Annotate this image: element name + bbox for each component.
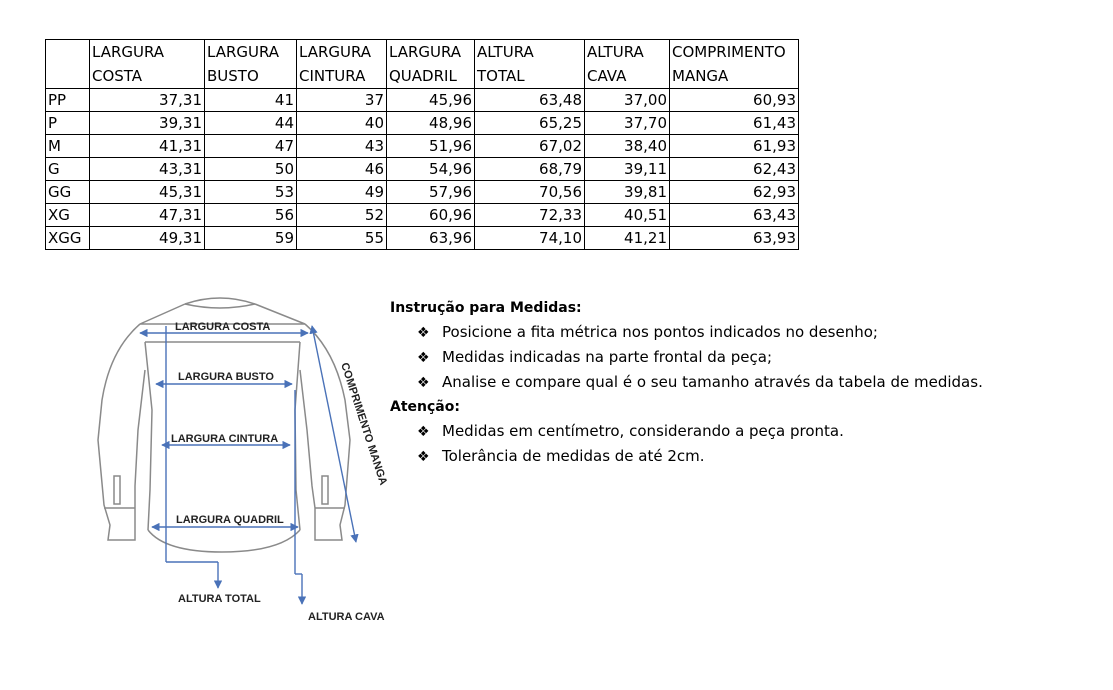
- label-largura-costa: LARGURA COSTA: [175, 321, 271, 333]
- measurement-cell: 61,43: [670, 112, 799, 135]
- column-header-text: COSTA: [92, 67, 143, 85]
- measurement-cell: 53: [205, 181, 297, 204]
- measurement-cell: 38,40: [585, 135, 670, 158]
- column-header-text: LARGURA: [389, 43, 462, 61]
- size-cell: GG: [46, 181, 90, 204]
- column-header-text: MANGA: [672, 67, 729, 85]
- measurement-cell: 54,96: [387, 158, 475, 181]
- instruction-text: Tolerância de medidas de até 2cm.: [442, 447, 705, 465]
- column-header-text: LARGURA: [92, 43, 165, 61]
- instruction-text: Analise e compare qual é o seu tamanho através da tabela de medidas.: [442, 373, 983, 391]
- table-row: [46, 112, 799, 135]
- measurement-cell: 49: [297, 181, 387, 204]
- measurement-cell: 62,93: [670, 181, 799, 204]
- column-header: [90, 40, 205, 89]
- measurement-cell: 37,31: [90, 89, 205, 112]
- measurement-cell: 40: [297, 112, 387, 135]
- size-cell: PP: [46, 89, 90, 112]
- measurement-cell: 41,31: [90, 135, 205, 158]
- table-row: [46, 89, 799, 112]
- table-body: [46, 89, 799, 250]
- measurement-cell: 50: [205, 158, 297, 181]
- measurement-cell: 67,02: [475, 135, 585, 158]
- measurement-cell: 45,31: [90, 181, 205, 204]
- column-header: [387, 40, 475, 89]
- measurement-cell: 47,31: [90, 204, 205, 227]
- label-altura-total: ALTURA TOTAL: [178, 593, 261, 605]
- measurement-cell: 74,10: [475, 227, 585, 250]
- measurement-cell: 61,93: [670, 135, 799, 158]
- column-header: [585, 40, 670, 89]
- label-altura-cava: ALTURA CAVA: [308, 611, 385, 623]
- measurement-cell: 37,70: [585, 112, 670, 135]
- column-header-text: ALTURA: [477, 43, 534, 61]
- measurement-cell: 41: [205, 89, 297, 112]
- column-header-text: CINTURA: [299, 67, 366, 85]
- measurement-cell: 63,48: [475, 89, 585, 112]
- column-header-text: LARGURA: [299, 43, 372, 61]
- measurement-cell: 37: [297, 89, 387, 112]
- measurement-cell: 43: [297, 135, 387, 158]
- measurement-cell: 70,56: [475, 181, 585, 204]
- column-header-text: BUSTO: [207, 67, 259, 85]
- column-header: [475, 40, 585, 89]
- column-header-text: LARGURA: [207, 43, 280, 61]
- diamond-bullet-icon: ❖: [417, 449, 430, 465]
- measurement-cell: 52: [297, 204, 387, 227]
- measurement-cell: 68,79: [475, 158, 585, 181]
- attention-title: Atenção:: [390, 399, 460, 415]
- instruction-item: [417, 444, 983, 469]
- instruction-item: [417, 370, 983, 395]
- measurement-cell: 59: [205, 227, 297, 250]
- measurement-cell: 45,96: [387, 89, 475, 112]
- instruction-text: Posicione a fita métrica nos pontos indicados no desenho;: [442, 323, 878, 341]
- label-comprimento-manga: COMPRIMENTO MANGA: [338, 361, 390, 487]
- measurement-cell: 39,81: [585, 181, 670, 204]
- measurement-cell: 60,93: [670, 89, 799, 112]
- label-largura-quadril: LARGURA QUADRIL: [176, 514, 284, 526]
- size-table: [45, 39, 799, 250]
- measurement-cell: 63,43: [670, 204, 799, 227]
- measurement-arrows: [140, 326, 356, 604]
- instructions-title: Instrução para Medidas:: [390, 300, 582, 316]
- table-row: [46, 158, 799, 181]
- diamond-bullet-icon: ❖: [417, 350, 430, 366]
- measurement-cell: 51,96: [387, 135, 475, 158]
- measurement-cell: 72,33: [475, 204, 585, 227]
- diamond-bullet-icon: ❖: [417, 375, 430, 391]
- attention-list: [390, 419, 983, 469]
- column-header: [297, 40, 387, 89]
- measurement-cell: 43,31: [90, 158, 205, 181]
- size-cell: P: [46, 112, 90, 135]
- column-header-text: QUADRIL: [389, 67, 457, 85]
- measurement-cell: 63,93: [670, 227, 799, 250]
- measurement-cell: 37,00: [585, 89, 670, 112]
- measurement-cell: 40,51: [585, 204, 670, 227]
- table-row: [46, 204, 799, 227]
- instruction-text: Medidas em centímetro, considerando a peça pronta.: [442, 422, 844, 440]
- measurement-cell: 57,96: [387, 181, 475, 204]
- measurement-cell: 48,96: [387, 112, 475, 135]
- measurement-cell: 55: [297, 227, 387, 250]
- table-row: [46, 181, 799, 204]
- shirt-measurement-diagram: [90, 290, 390, 630]
- label-largura-busto: LARGURA BUSTO: [178, 371, 274, 383]
- measurement-cell: 62,43: [670, 158, 799, 181]
- column-header: [205, 40, 297, 89]
- measurement-cell: 41,21: [585, 227, 670, 250]
- column-header-text: ALTURA: [587, 43, 644, 61]
- instruction-item: [417, 320, 983, 345]
- diamond-bullet-icon: ❖: [417, 424, 430, 440]
- diamond-bullet-icon: ❖: [417, 325, 430, 341]
- instruction-item: [417, 345, 983, 370]
- table-row: [46, 135, 799, 158]
- column-header-text: [48, 64, 87, 88]
- measurement-cell: 65,25: [475, 112, 585, 135]
- table-row: [46, 227, 799, 250]
- table-header-row: [46, 40, 799, 89]
- size-cell: XG: [46, 204, 90, 227]
- measurement-cell: 49,31: [90, 227, 205, 250]
- instruction-text: Medidas indicadas na parte frontal da peça;: [442, 348, 773, 366]
- instructions-list: [390, 320, 983, 395]
- column-header-text: TOTAL: [477, 67, 525, 85]
- measurement-instructions: [390, 296, 983, 469]
- size-cell: G: [46, 158, 90, 181]
- measurement-cell: 46: [297, 158, 387, 181]
- column-header-text: [48, 40, 87, 64]
- measurement-cell: 56: [205, 204, 297, 227]
- measurement-cell: 60,96: [387, 204, 475, 227]
- column-header: [670, 40, 799, 89]
- measurement-cell: 44: [205, 112, 297, 135]
- column-header: [46, 40, 90, 89]
- size-cell: XGG: [46, 227, 90, 250]
- instruction-item: [417, 419, 983, 444]
- label-largura-cintura: LARGURA CINTURA: [171, 433, 279, 445]
- measurement-cell: 39,31: [90, 112, 205, 135]
- measurement-cell: 47: [205, 135, 297, 158]
- measurement-cell: 63,96: [387, 227, 475, 250]
- measurement-cell: 39,11: [585, 158, 670, 181]
- column-header-text: CAVA: [587, 67, 627, 85]
- column-header-text: COMPRIMENTO: [672, 43, 786, 61]
- size-cell: M: [46, 135, 90, 158]
